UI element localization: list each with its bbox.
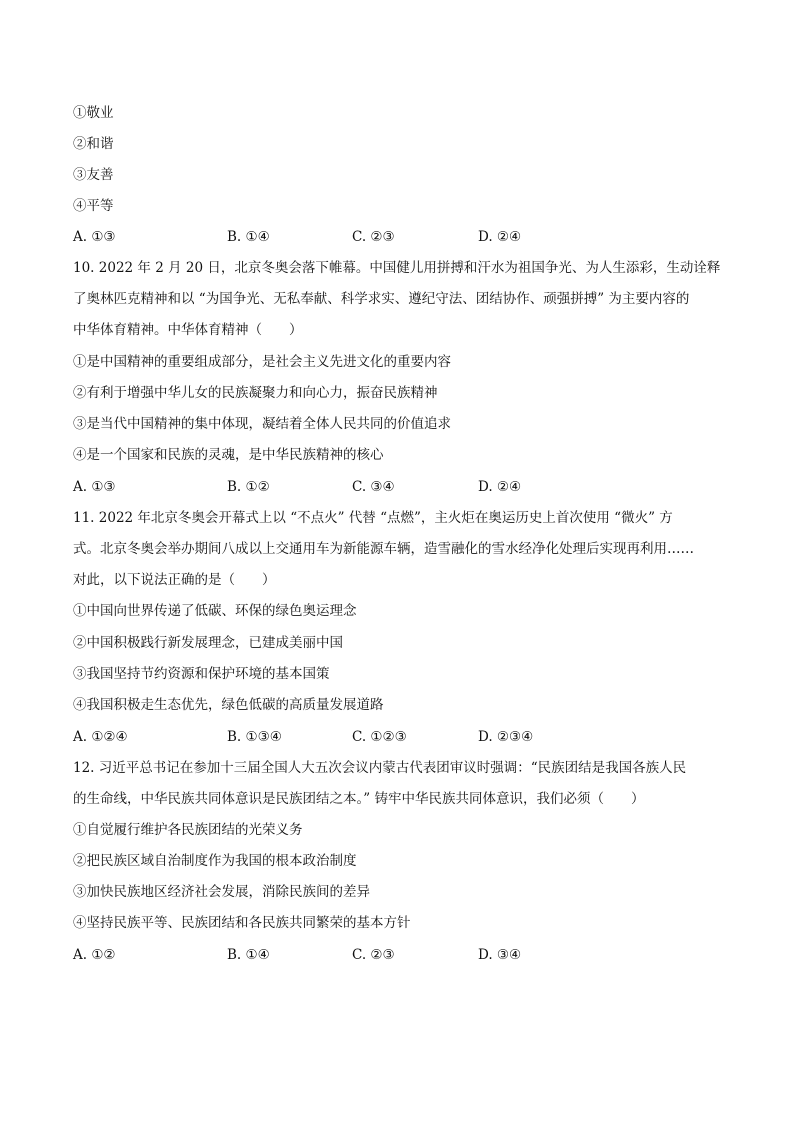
q11-item-3: ③我国坚持节约资源和保护环境的基本国策 xyxy=(73,666,330,682)
q11-stem-line-1: 11. 2022 年北京冬奥会开幕式上以 “不点火” 代替 “点燃”，主火炬在奥运历史上首次使用 “微火” 方 xyxy=(73,510,673,526)
q12-stem-line-2: 的生命线，中华民族共同体意识是民族团结之本。” 铸牢中华民族共同体意识，我们必须（ ） xyxy=(73,791,645,807)
q12-option-b: B. ①④ xyxy=(227,947,270,963)
q11-item-4: ④我国积极走生态优先，绿色低碳的高质量发展道路 xyxy=(73,697,384,713)
q12-option-d: D. ③④ xyxy=(478,947,522,963)
q10-option-d: D. ②④ xyxy=(478,479,522,495)
q12-option-c: C. ②③ xyxy=(352,947,395,963)
q11-stem-line-2: 式。北京冬奥会举办期间八成以上交通用车为新能源车辆，造雪融化的雪水经净化处理后实现再利用…… xyxy=(73,541,694,557)
q9-option-a: A. ①③ xyxy=(73,229,116,245)
q9-item-1: ①敬业 xyxy=(73,105,114,121)
q10-option-b: B. ①② xyxy=(227,479,270,495)
q11-item-1: ①中国向世界传递了低碳、环保的绿色奥运理念 xyxy=(73,603,357,619)
q11-item-2: ②中国积极践行新发展理念，已建成美丽中国 xyxy=(73,635,343,651)
q9-option-d: D. ②④ xyxy=(478,229,522,245)
q12-options xyxy=(73,946,723,964)
q9-item-2: ②和谐 xyxy=(73,136,114,152)
q10-option-c: C. ③④ xyxy=(352,479,395,495)
q10-item-4: ④是一个国家和民族的灵魂，是中华民族精神的核心 xyxy=(73,447,384,463)
q9-item-3: ③友善 xyxy=(73,167,114,183)
q11-option-c: C. ①②③ xyxy=(352,729,407,745)
q11-options xyxy=(73,728,723,746)
q12-stem-line-1: 12. 习近平总书记在参加十三届全国人大五次会议内蒙古代表团审议时强调：“民族团结是我国各族人民 xyxy=(73,760,687,776)
q12-item-1: ①自觉履行维护各民族团结的光荣义务 xyxy=(73,822,303,838)
q11-option-b: B. ①③④ xyxy=(227,729,282,745)
q10-item-2: ②有利于增强中华儿女的民族凝聚力和向心力，振奋民族精神 xyxy=(73,385,438,401)
q10-option-a: A. ①③ xyxy=(73,479,116,495)
q10-stem-line-3: 中华体育精神。中华体育精神（ ） xyxy=(73,322,303,338)
q12-item-4: ④坚持民族平等、民族团结和各民族共同繁荣的基本方针 xyxy=(73,915,411,931)
q10-options xyxy=(73,478,723,496)
q9-item-4: ④平等 xyxy=(73,198,114,214)
q11-stem-line-3: 对此，以下说法正确的是（ ） xyxy=(73,572,276,588)
q12-option-a: A. ①② xyxy=(73,947,116,963)
q10-stem-line-2: 了奥林匹克精神和以 “为国争光、无私奉献、科学求实、遵纪守法、团结协作、顽强拼搏” 为主要内容的 xyxy=(73,291,690,307)
q10-item-1: ①是中国精神的重要组成部分，是社会主义先进文化的重要内容 xyxy=(73,354,451,370)
q9-option-c: C. ②③ xyxy=(352,229,395,245)
q9-options xyxy=(73,228,723,246)
q12-item-3: ③加快民族地区经济社会发展，消除民族间的差异 xyxy=(73,884,370,900)
q10-item-3: ③是当代中国精神的集中体现，凝结着全体人民共同的价值追求 xyxy=(73,416,451,432)
q11-option-a: A. ①②④ xyxy=(73,729,128,745)
q10-stem-line-1: 10. 2022 年 2 月 20 日，北京冬奥会落下帷幕。中国健儿用拼搏和汗水为祖国争光、为人生添彩，生动诠释 xyxy=(73,260,721,276)
q9-option-b: B. ①④ xyxy=(227,229,270,245)
q11-option-d: D. ②③④ xyxy=(478,729,534,745)
q12-item-2: ②把民族区域自治制度作为我国的根本政治制度 xyxy=(73,853,357,869)
